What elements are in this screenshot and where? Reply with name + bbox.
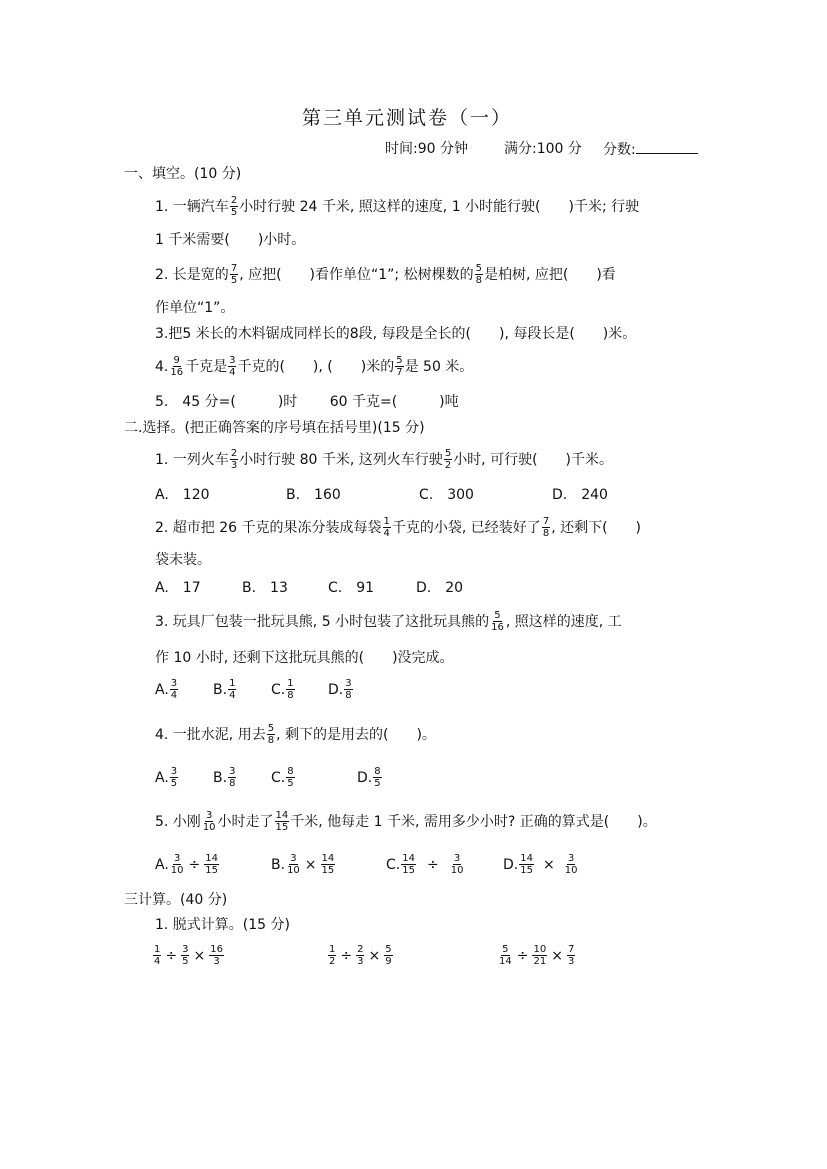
fraction: $\frac{16}{3}$ — [210, 944, 223, 967]
option-label: B. — [271, 856, 286, 873]
operator: × — [193, 947, 206, 964]
fraction: $\frac{3}{10}$ — [287, 853, 300, 876]
s2-q1-text-a: 1. 一列火车 — [155, 451, 229, 468]
s2-q2-text-b: 千克的小袋, 已经装好了 — [391, 519, 541, 536]
fraction: $\frac{3}{8}$ — [229, 766, 236, 789]
option-label: C. — [386, 856, 401, 873]
s1-q4 — [155, 355, 473, 378]
option-label: C. — [271, 769, 286, 786]
s2-q3-text-a: 3. 玩具厂包装一批玩具熊, 5 小时包装了这批玩具熊的 — [155, 613, 490, 630]
fraction: $\frac{1}{4}$ — [229, 678, 236, 701]
s1-q4-text-b: 千克的( ), ( )米的 — [237, 358, 395, 375]
fraction: $\frac{5}{14}$ — [499, 944, 512, 967]
s1-q2-text-c: 是柏树, 应把( )看 — [483, 266, 616, 283]
s2-q5-text-b: 小时走了 — [217, 813, 274, 830]
s2-q1-text-b: 小时行驶 80 千米, 这列火车行驶 — [239, 451, 443, 468]
s2-q1-option-b[interactable]: B. 160 — [286, 487, 341, 503]
calc-expression-1 — [152, 944, 225, 967]
s2-q1 — [155, 448, 613, 471]
s2-q5-text-c: 千米, 他每走 1 千米, 需用多少小时? 正确的算式是( )。 — [290, 813, 657, 830]
fraction: $\frac{5}{8}$ — [267, 723, 275, 746]
fraction: $\frac{1}{4}$ — [154, 944, 161, 967]
s2-q4-option-b[interactable] — [213, 766, 237, 789]
fraction: $\frac{14}{15}$ — [321, 853, 335, 876]
time-label: 时间:90 分钟 — [385, 141, 468, 157]
s1-q1-line1 — [155, 195, 639, 218]
s1-q4-text-c: 是 50 米。 — [404, 358, 474, 375]
s2-q4-text-a: 4. 一批水泥, 用去 — [155, 726, 266, 743]
fraction: $\frac{5}{8}$ — [475, 263, 482, 286]
fraction: $\frac{7}{8}$ — [542, 516, 550, 539]
fraction: $\frac{3}{10}$ — [450, 853, 464, 876]
operator: ÷ — [188, 856, 201, 873]
fraction: $\frac{7}{3}$ — [567, 944, 575, 967]
s2-q4 — [155, 723, 436, 746]
operator: × — [542, 856, 555, 873]
section-1-heading: 一、填空。(10 分) — [124, 166, 242, 182]
calc-expression-2 — [327, 944, 394, 967]
fraction: $\frac{7}{5}$ — [230, 263, 238, 286]
fraction: $\frac{1}{2}$ — [329, 944, 336, 967]
s1-q5: 5. 45 分=( )时 60 千克=( )吨 — [155, 394, 459, 410]
fraction: $\frac{3}{4}$ — [170, 678, 178, 701]
fraction: $\frac{2}{5}$ — [230, 195, 238, 218]
s2-q3-option-b[interactable] — [213, 678, 237, 701]
operator: ÷ — [165, 947, 178, 964]
s1-q4-text-a: 千克是 — [185, 358, 228, 375]
operator: × — [551, 947, 563, 964]
fraction: $\frac{3}{10}$ — [564, 853, 578, 876]
fraction: $\frac{9}{16}$ — [170, 355, 184, 378]
calc-expression-3 — [497, 944, 576, 967]
score-field — [603, 139, 698, 160]
operator: ÷ — [426, 856, 439, 873]
s2-q2-line2: 袋未装。 — [155, 552, 211, 568]
fraction: $\frac{5}{16}$ — [491, 610, 504, 633]
fraction: $\frac{5}{2}$ — [444, 448, 452, 471]
option-label: B. — [213, 769, 228, 786]
fraction: $\frac{3}{4}$ — [229, 355, 236, 378]
score-label: 分数: — [603, 142, 636, 158]
option-label: D. — [503, 856, 519, 873]
s1-q2-line1 — [155, 263, 616, 286]
operator: × — [304, 856, 317, 873]
fraction: $\frac{3}{5}$ — [182, 944, 189, 967]
s2-q4-option-c[interactable] — [271, 766, 296, 789]
fraction: $\frac{14}{15}$ — [205, 853, 218, 876]
s2-q1-option-a[interactable]: A. 120 — [155, 487, 210, 503]
s2-q1-text-c: 小时, 可行驶( )千米。 — [453, 451, 614, 468]
s2-q2-option-d[interactable]: D. 20 — [416, 580, 464, 596]
s2-q1-option-c[interactable]: C. 300 — [419, 487, 474, 503]
s1-q1-line2: 1 千米需要( )小时。 — [155, 232, 306, 248]
s1-q3: 3.把5 米长的木料锯成同样长的8段, 每段是全长的( ), 每段长是( )米。 — [155, 326, 637, 342]
fraction: $\frac{3}{10}$ — [202, 810, 216, 833]
option-label: A. — [155, 769, 169, 786]
operator: ÷ — [340, 947, 353, 964]
s1-q2-line2: 作单位“1”。 — [155, 300, 235, 316]
s2-q3-option-a[interactable] — [155, 678, 179, 701]
fraction: $\frac{2}{3}$ — [357, 944, 364, 967]
fraction: $\frac{1}{4}$ — [383, 516, 390, 539]
s2-q4-text-b: , 剩下的是用去的( )。 — [276, 726, 436, 743]
s2-q3-text-b: , 照这样的速度, 工 — [505, 613, 622, 630]
s2-q2-option-a[interactable]: A. 17 — [155, 580, 201, 596]
s3-sub1: 1. 脱式计算。(15 分) — [155, 917, 290, 933]
fraction: $\frac{14}{15}$ — [402, 853, 415, 876]
s2-q5-option-d[interactable] — [503, 853, 579, 876]
operator: × — [368, 947, 381, 964]
s2-q5-text-a: 5. 小刚 — [155, 813, 201, 830]
full-score-label: 满分:100 分 — [504, 141, 582, 157]
option-label: A. — [155, 856, 169, 873]
s2-q3-line2: 作 10 小时, 还剩下这批玩具熊的( )没完成。 — [155, 650, 454, 666]
option-label: D. — [357, 769, 373, 786]
s2-q1-option-d[interactable]: D. 240 — [552, 487, 608, 503]
page-title: 第三单元测试卷（一） — [302, 107, 513, 129]
fraction: $\frac{3}{5}$ — [170, 766, 178, 789]
s2-q3-option-c[interactable] — [271, 678, 296, 701]
s2-q5-option-a[interactable] — [155, 853, 220, 876]
s2-q4-option-d[interactable] — [357, 766, 383, 789]
s1-q2-text-b: , 应把( )看作单位“1”; 松树棵数的 — [239, 266, 474, 283]
option-label: A. — [155, 681, 169, 698]
fraction: $\frac{14}{15}$ — [275, 810, 289, 833]
fraction: $\frac{1}{8}$ — [287, 678, 294, 701]
s1-q4-num: 4. — [155, 358, 169, 375]
operator: ÷ — [516, 947, 529, 964]
s1-q1-text-a: 1. 一辆汽车 — [155, 198, 229, 215]
fraction: $\frac{3}{10}$ — [170, 853, 184, 876]
s2-q2-line1 — [155, 516, 641, 539]
s2-q5-option-c[interactable] — [386, 853, 465, 876]
s2-q5-option-b[interactable] — [271, 853, 336, 876]
s2-q2-option-b[interactable]: B. 13 — [242, 580, 288, 596]
fraction: $\frac{2}{3}$ — [230, 448, 238, 471]
score-blank[interactable] — [636, 139, 698, 154]
fraction: $\frac{3}{8}$ — [345, 678, 352, 701]
fraction: $\frac{5}{9}$ — [385, 944, 392, 967]
option-label: B. — [213, 681, 228, 698]
s1-q2-text-a: 2. 长是宽的 — [155, 266, 229, 283]
option-label: D. — [328, 681, 344, 698]
s2-q2-text-a: 2. 超市把 26 千克的果冻分装成每袋 — [155, 519, 382, 536]
section-3-heading: 三计算。(40 分) — [124, 892, 228, 908]
s2-q2-option-c[interactable]: C. 91 — [328, 580, 375, 596]
fraction: $\frac{14}{15}$ — [520, 853, 533, 876]
section-2-heading: 二.选择。(把正确答案的序号填在括号里)(15 分) — [124, 420, 425, 436]
fraction: $\frac{10}{21}$ — [533, 944, 547, 967]
s2-q5 — [155, 810, 657, 833]
option-label: C. — [271, 681, 286, 698]
fraction: $\frac{8}{5}$ — [374, 766, 381, 789]
s2-q3-option-d[interactable] — [328, 678, 354, 701]
fraction: $\frac{8}{5}$ — [287, 766, 294, 789]
s2-q3-line1 — [155, 610, 622, 633]
s2-q2-text-c: , 还剩下( ) — [551, 519, 642, 536]
s1-q1-text-b: 小时行驶 24 千米, 照这样的速度, 1 小时能行驶( )千米; 行驶 — [239, 198, 640, 215]
s2-q4-option-a[interactable] — [155, 766, 179, 789]
fraction: $\frac{5}{7}$ — [396, 355, 403, 378]
